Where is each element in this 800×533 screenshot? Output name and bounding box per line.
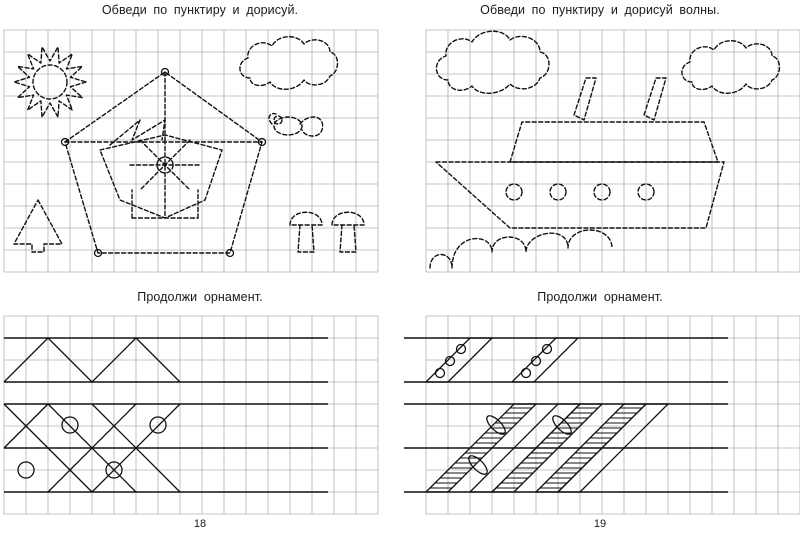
right-ornament-instruction: Продолжи орнамент. bbox=[537, 290, 663, 304]
left-ornament-instruction: Продолжи орнамент. bbox=[137, 290, 263, 304]
left-page-number: 18 bbox=[193, 518, 207, 530]
right-page-number: 19 bbox=[593, 518, 607, 530]
dashed-waves-figure bbox=[430, 230, 612, 268]
left-top-instruction: Обведи по пунктиру и дорисуй. bbox=[101, 3, 299, 17]
dashed-sun-figure bbox=[14, 47, 86, 117]
right-top-instruction: Обведи по пунктиру и дорисуй волны. bbox=[480, 3, 720, 17]
left-bottom-grid bbox=[4, 316, 378, 514]
workbook-page-right bbox=[400, 0, 800, 533]
dashed-cloud-figure bbox=[240, 37, 338, 90]
right-page-drawing bbox=[400, 0, 800, 533]
dashed-fir-tree-figure bbox=[14, 200, 62, 252]
right-ornament bbox=[404, 338, 728, 492]
right-top-grid bbox=[426, 30, 800, 272]
dashed-bee-figure bbox=[269, 114, 323, 136]
left-ornament bbox=[4, 338, 328, 492]
dashed-clouds-figure bbox=[436, 31, 779, 93]
left-top-grid bbox=[4, 30, 378, 272]
dashed-mushrooms-figure bbox=[290, 212, 364, 252]
